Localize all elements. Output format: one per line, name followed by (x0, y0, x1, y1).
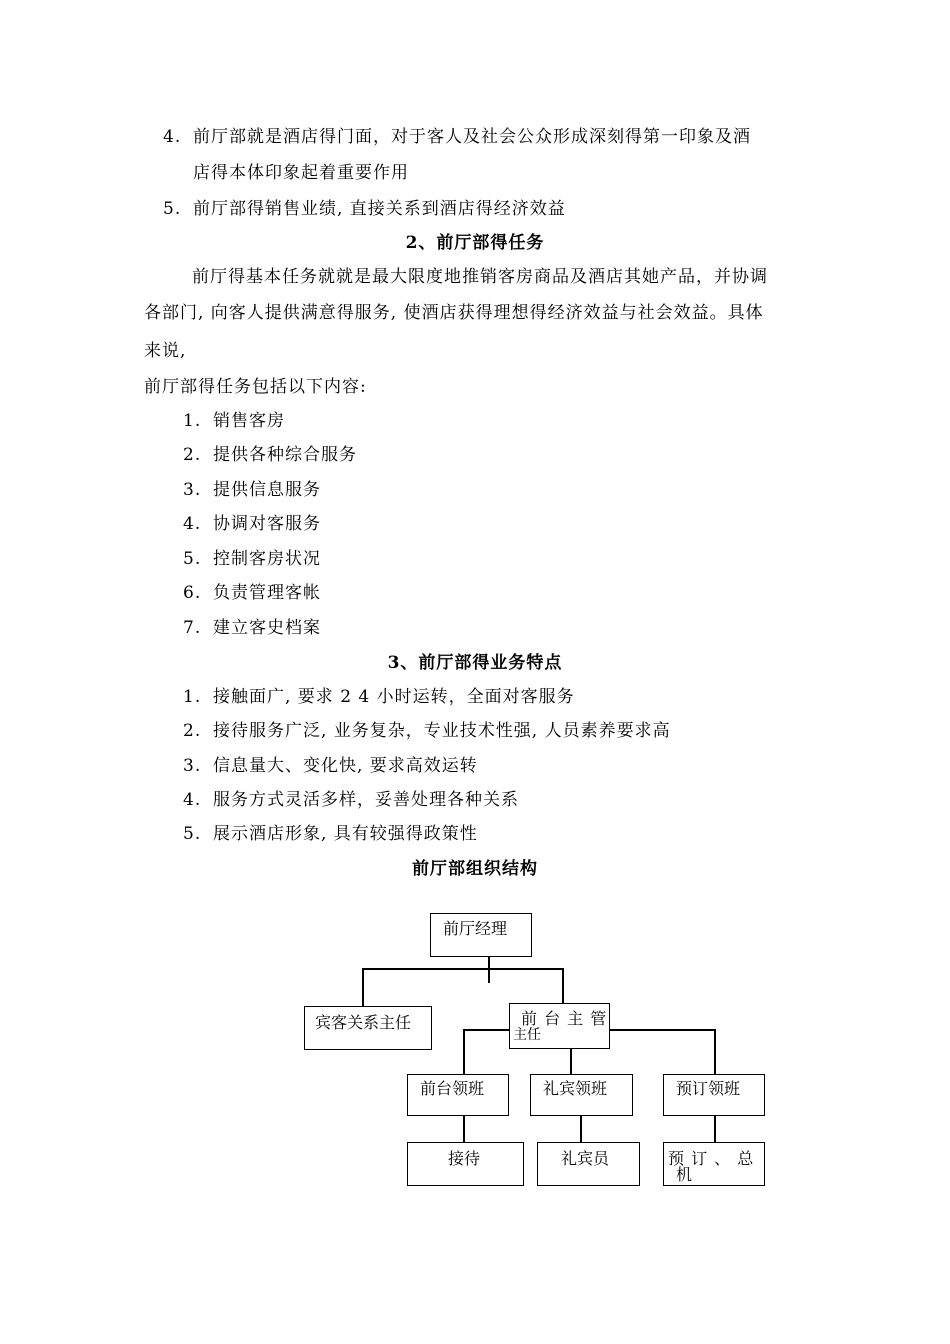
connector-line (570, 1046, 572, 1076)
org-node-label: 预 订 、 总 (668, 1149, 755, 1168)
list-item (163, 198, 566, 220)
org-node-label: 前台领班 (420, 1079, 485, 1098)
org-node-reception (407, 1142, 524, 1186)
item-text: 提供各种综合服务 (213, 445, 357, 465)
connector-line (362, 968, 364, 1008)
connector-line (463, 1114, 465, 1144)
org-node-bell-lead (530, 1074, 633, 1116)
org-node-reservation-operator (663, 1142, 765, 1186)
org-node-label: 前 台 主 管 (521, 1009, 608, 1028)
org-node-front-desk-supervisor (509, 1003, 610, 1049)
section-heading: 3、前厅部得业务特点 (387, 653, 563, 673)
item-number: 5. (163, 199, 182, 219)
connector-line (714, 1116, 716, 1144)
item-number: 5. (183, 549, 202, 569)
org-node-label: 机 (676, 1165, 693, 1184)
item-number: 2. (183, 445, 202, 465)
list-item (183, 513, 321, 535)
item-text: 控制客房状况 (213, 549, 321, 569)
list-item (183, 479, 321, 501)
org-node-front-desk-lead (407, 1074, 509, 1116)
item-text: 协调对客服务 (213, 514, 321, 534)
item-number: 3. (183, 756, 202, 776)
list-item-continuation: 店得本体印象起着重要作用 (193, 163, 409, 183)
list-item (163, 126, 751, 148)
list-intro: 前厅部得任务包括以下内容: (144, 377, 367, 397)
org-node-front-office-manager (430, 913, 532, 957)
item-text: 展示酒店形象, 具有较强得政策性 (213, 824, 478, 844)
item-text: 接待服务广泛, 业务复杂，专业技术性强, 人员素养要求高 (213, 721, 671, 741)
connector-line (362, 968, 563, 970)
connector-line (562, 968, 564, 1004)
list-item (183, 617, 321, 639)
item-number: 4. (183, 790, 202, 810)
org-node-guest-relations (304, 1006, 432, 1050)
paragraph-line: 来说, (144, 341, 187, 361)
item-number: 1. (183, 687, 202, 707)
item-text: 建立客史档案 (213, 618, 321, 638)
list-item (183, 755, 478, 777)
paragraph-line: 前厅得基本任务就就是最大限度地推销客房商品及酒店其她产品，并协调 (192, 267, 768, 287)
org-node-label: 礼宾领班 (543, 1079, 608, 1098)
item-text: 负责管理客帐 (213, 583, 321, 603)
org-node-label: 礼宾员 (561, 1149, 610, 1168)
list-item (183, 582, 321, 604)
item-text: 提供信息服务 (213, 480, 321, 500)
org-node-reservation-lead (663, 1074, 765, 1116)
list-item (183, 548, 321, 570)
item-text: 销售客房 (213, 411, 285, 431)
org-node-label: 预订领班 (676, 1079, 741, 1098)
list-item (183, 444, 357, 466)
item-number: 2. (183, 721, 202, 741)
item-number: 4. (163, 127, 182, 147)
list-item (183, 686, 575, 708)
item-number: 4. (183, 514, 202, 534)
list-item (183, 823, 478, 845)
org-node-bellman (537, 1142, 640, 1186)
item-text: 前厅部得销售业绩, 直接关系到酒店得经济效益 (193, 199, 566, 219)
org-node-label: 接待 (448, 1149, 481, 1168)
connector-line (714, 1029, 716, 1075)
item-text: 信息量大、变化快, 要求高效运转 (213, 756, 478, 776)
item-text: 服务方式灵活多样，妥善处理各种关系 (213, 790, 519, 810)
item-number: 5. (183, 824, 202, 844)
section-heading: 2、前厅部得任务 (405, 233, 545, 253)
paragraph-line: 各部门, 向客人提供满意得服务, 使酒店获得理想得经济效益与社会效益。具体 (144, 303, 764, 323)
list-item (183, 720, 671, 742)
list-item (183, 410, 285, 432)
list-item (183, 789, 519, 811)
item-number: 6. (183, 583, 202, 603)
org-node-label: 宾客关系主任 (315, 1013, 412, 1032)
item-text: 接触面广, 要求 2 4 小时运转，全面对客服务 (213, 687, 575, 707)
connector-line (580, 1114, 582, 1144)
item-number: 1. (183, 411, 202, 431)
item-text: 前厅部就是酒店得门面，对于客人及社会公众形成深刻得第一印象及酒 (193, 127, 751, 147)
org-node-label: 前厅经理 (443, 919, 508, 938)
item-number: 3. (183, 480, 202, 500)
org-chart-title: 前厅部组织结构 (412, 859, 538, 879)
connector-line (463, 1029, 465, 1075)
item-number: 7. (183, 618, 202, 638)
org-node-label: 主任 (513, 1027, 541, 1043)
